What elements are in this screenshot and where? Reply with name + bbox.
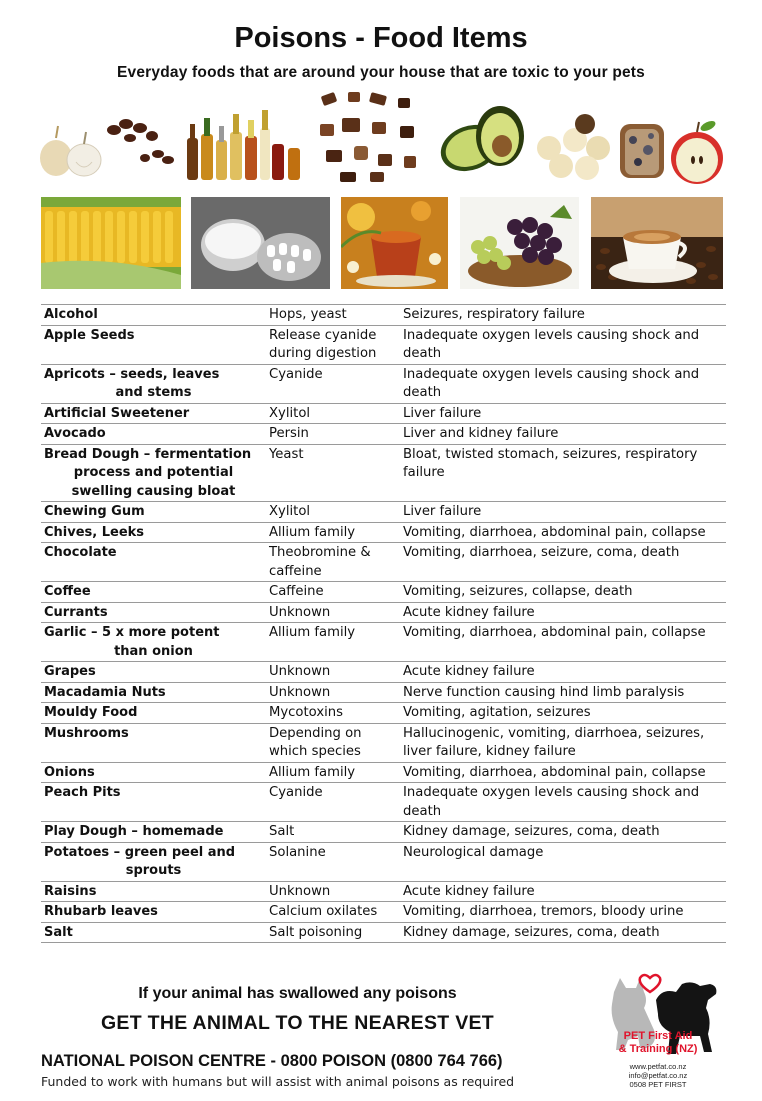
food-item-cell [41,364,266,403]
food-item-cell [41,522,266,543]
food-item-name: Artificial Sweetener [44,405,190,421]
food-item-name: Rhubarb leaves [44,904,158,919]
apple-image [671,119,723,184]
swallowed-warning: If your animal has swallowed any poisons [138,985,457,1002]
tea-photo [341,197,448,289]
symptoms-cell: Acute kidney failure [400,881,726,902]
food-item-cell [41,502,266,523]
table-row [41,543,726,582]
food-item-name: Apple Seeds [44,327,135,343]
food-item-cell [41,582,266,603]
coffee-photo [591,197,723,289]
food-item-name: Alcohol [44,307,98,322]
table-row [41,822,726,843]
symptoms-cell: Inadequate oxygen levels causing shock and death [400,364,726,403]
symptoms-cell: Bloat, twisted stomach, seizures, respiratory failure [400,444,726,502]
food-item-cell [41,444,266,502]
logo-name-line1: PET First Aid [623,1030,693,1042]
logo-website: www.petfat.co.nz [629,1062,687,1071]
grapes-photo [460,197,579,289]
table-row [41,703,726,724]
food-item-cell [41,762,266,783]
toxic-agent-cell: Salt [266,822,400,843]
symptoms-cell: Liver failure [400,502,726,523]
logo-name-line2: & Training (NZ) [618,1043,698,1055]
food-item-cell [41,902,266,923]
toxic-agent-cell: Unknown [266,602,400,623]
table-row [41,305,726,326]
toxic-agent-cell: Cyanide [266,783,400,822]
symptoms-cell: Inadequate oxygen levels causing shock and death [400,325,726,364]
symptoms-cell: Liver failure [400,403,726,424]
food-item-name: Currants [44,604,108,620]
food-item-cell [41,703,266,724]
toxic-agent-cell: Xylitol [266,403,400,424]
page-title: Poisons - Food Items [234,22,528,54]
toxic-agent-cell: Xylitol [266,502,400,523]
food-item-cell [41,682,266,703]
food-item-name: Peach Pits [44,785,121,800]
symptoms-cell: Seizures, respiratory failure [400,305,726,326]
food-item-detail: than onion [114,643,193,659]
food-item-name: Apricots – seeds, leaves [44,366,220,382]
food-item-name: Grapes [44,664,96,679]
table-row [41,502,726,523]
table-row [41,364,726,403]
table-row [41,881,726,902]
toxic-agent-cell: Caffeine [266,582,400,603]
salt-photo [191,197,330,289]
table-row [41,762,726,783]
toxic-agent-cell: Depending on which species [266,723,400,762]
food-item-name: Mouldy Food [44,705,138,720]
food-item-name: Salt [44,924,73,940]
food-item-cell [41,325,266,364]
food-item-cell [41,424,266,445]
toxic-agent-cell: Allium family [266,522,400,543]
raisins-image [107,119,174,164]
table-row [41,662,726,683]
symptoms-cell: Hallucinogenic, vomiting, diarrhoea, seizures, liver failure, kidney failure [400,723,726,762]
toxic-agent-cell: Salt poisoning [266,922,400,943]
mouldy-bread-image [620,124,664,178]
symptoms-cell: Vomiting, agitation, seizures [400,703,726,724]
toxic-agent-cell: Cyanide [266,364,400,403]
corn-photo [41,197,181,289]
symptoms-cell: Neurological damage [400,842,726,881]
food-item-name: Chives, Leeks [44,524,145,540]
food-item-cell [41,543,266,582]
table-row [41,682,726,703]
food-item-cell [41,822,266,843]
symptoms-cell: Kidney damage, seizures, coma, death [400,922,726,943]
food-item-name: Garlic – 5 x more potent [44,625,220,640]
toxic-agent-cell: Hops, yeast [266,305,400,326]
illustration-strip [0,88,762,192]
food-item-detail: process and potential swelling causing bloat [71,465,236,499]
symptoms-cell: Vomiting, diarrhoea, abdominal pain, collapse [400,522,726,543]
logo-phone: 0508 PET FIRST [629,1080,687,1089]
food-item-cell [41,842,266,881]
table-row [41,403,726,424]
food-item-cell [41,662,266,683]
toxic-agent-cell: Release cyanide during digestion [266,325,400,364]
food-item-cell [41,305,266,326]
toxic-agent-cell: Allium family [266,623,400,662]
toxic-agent-cell: Yeast [266,444,400,502]
page-subtitle: Everyday foods that are around your house that are toxic to your pets [117,64,645,81]
toxic-agent-cell: Solanine [266,842,400,881]
table-row [41,842,726,881]
toxic-agent-cell: Persin [266,424,400,445]
food-item-name: Chewing Gum [44,504,145,519]
toxic-agent-cell: Mycotoxins [266,703,400,724]
symptoms-cell: Kidney damage, seizures, coma, death [400,822,726,843]
symptoms-cell: Vomiting, diarrhoea, seizure, coma, death [400,543,726,582]
symptoms-cell: Inadequate oxygen levels causing shock and death [400,783,726,822]
toxic-agent-cell: Allium family [266,762,400,783]
macadamia-nuts-image [537,114,610,180]
table-row [41,623,726,662]
symptoms-cell: Liver and kidney failure [400,424,726,445]
poison-centre-note: Funded to work with humans but will assist with animal poisons as required [41,1074,515,1089]
food-item-name: Potatoes – green peel and [44,844,236,860]
symptoms-cell: Acute kidney failure [400,662,726,683]
food-item-detail: and stems [115,385,192,400]
poison-centre-contact: NATIONAL POISON CENTRE - 0800 POISON (0800 764 766) [41,1052,503,1070]
logo-email: info@petfat.co.nz [628,1071,688,1080]
toxic-agent-cell: Unknown [266,682,400,703]
food-item-name: Chocolate [44,545,117,560]
poisons-table [41,304,726,943]
food-item-name: Play Dough – homemade [44,824,224,839]
alcohol-bottles-image [187,110,300,180]
food-item-name: Raisins [44,883,97,899]
food-item-cell [41,922,266,943]
table-row [41,602,726,623]
avocado-image [434,106,524,179]
symptoms-cell: Vomiting, diarrhoea, tremors, bloody urine [400,902,726,923]
food-item-name: Macadamia Nuts [44,684,166,700]
symptoms-cell: Acute kidney failure [400,602,726,623]
nearest-vet-instruction: GET THE ANIMAL TO THE NEAREST VET [100,1012,495,1034]
food-item-cell [41,783,266,822]
food-item-detail: sprouts [125,863,182,878]
table-row [41,522,726,543]
symptoms-cell: Vomiting, diarrhoea, abdominal pain, collapse [400,762,726,783]
table-row [41,444,726,502]
chocolate-image [320,92,416,182]
symptoms-cell: Vomiting, seizures, collapse, death [400,582,726,603]
food-item-name: Bread Dough – fermentation [44,446,252,462]
toxic-agent-cell: Unknown [266,881,400,902]
food-item-cell [41,403,266,424]
table-row [41,783,726,822]
garlic-onion-image [40,126,101,176]
food-item-name: Coffee [44,584,91,599]
table-row [41,723,726,762]
toxic-agent-cell: Calcium oxilates [266,902,400,923]
food-item-cell [41,623,266,662]
table-row [41,922,726,943]
toxic-agent-cell: Unknown [266,662,400,683]
table-row [41,902,726,923]
symptoms-cell: Nerve function causing hind limb paralysis [400,682,726,703]
table-row [41,582,726,603]
table-row [41,325,726,364]
food-item-name: Avocado [44,426,106,441]
table-row [41,424,726,445]
food-item-cell [41,723,266,762]
food-item-name: Mushrooms [44,725,129,741]
food-item-cell [41,881,266,902]
toxic-agent-cell: Theobromine & caffeine [266,543,400,582]
food-item-name: Onions [44,764,95,780]
food-item-cell [41,602,266,623]
symptoms-cell: Vomiting, diarrhoea, abdominal pain, collapse [400,623,726,662]
